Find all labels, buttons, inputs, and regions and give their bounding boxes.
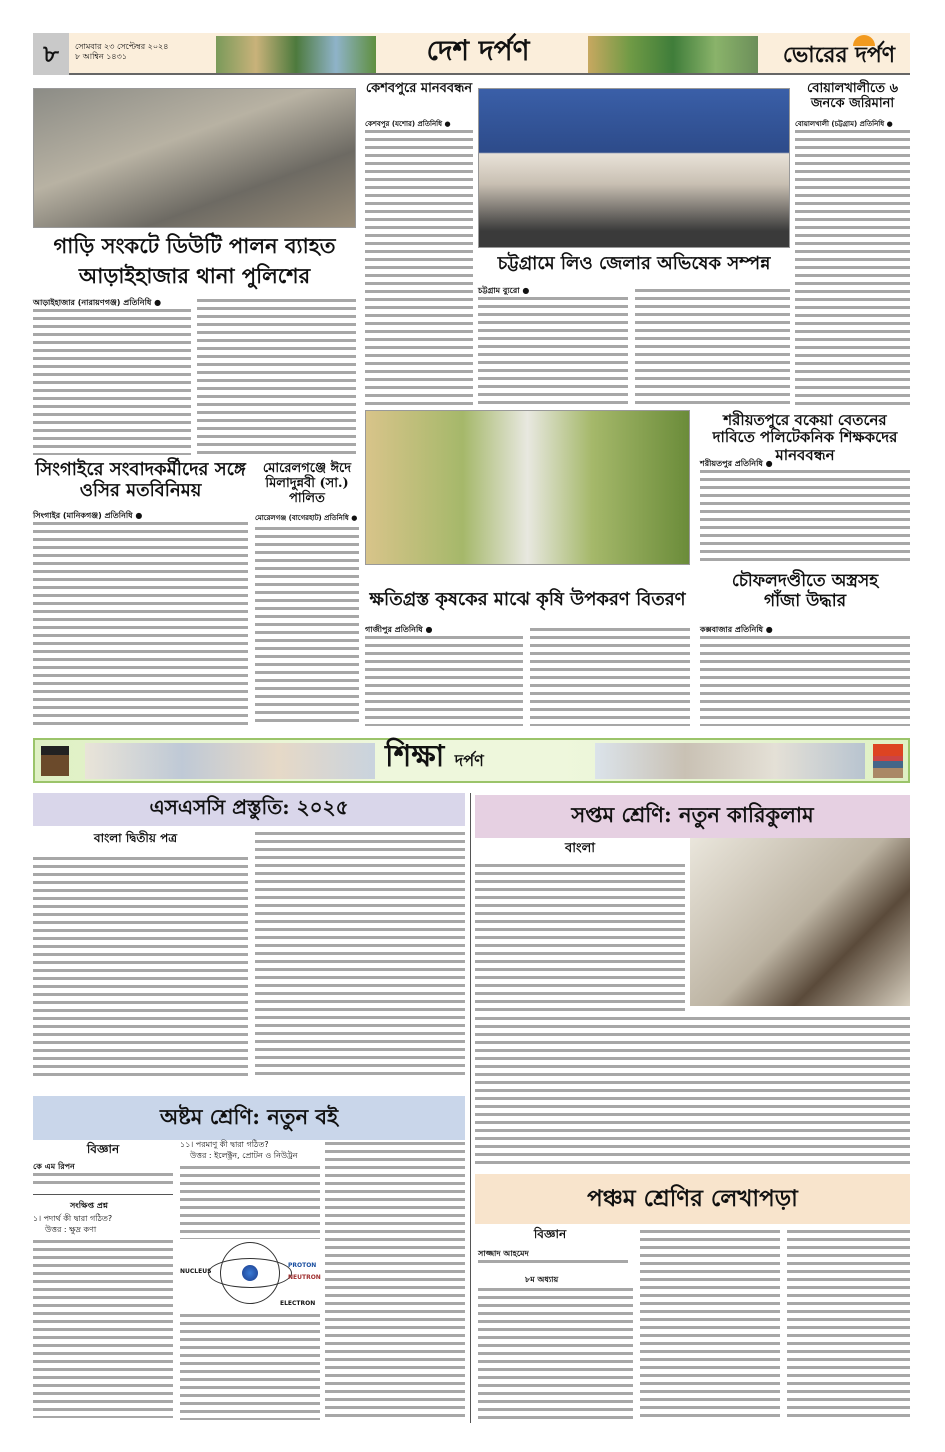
headline-araihazar: গাড়ি সংকটে ডিউটি পালন ব্যাহত: [53, 233, 336, 258]
article-body: [365, 128, 473, 406]
question: ১। পদার্থ কী দ্বারা গঠিত?: [33, 1214, 113, 1223]
article-body: [475, 1015, 910, 1165]
label-nucleus: NUCLEUS: [180, 1268, 212, 1275]
class7-subject: বাংলা: [564, 841, 596, 856]
date-gregorian: সোমবার ২৩ সেপ্টেম্বর ২০২৪: [75, 42, 169, 51]
byline-morrelganj: মোরেলগঞ্জ (বাগেরহাট) প্রতিনিধি ●: [255, 514, 358, 522]
question-heading: সংক্ষিপ্ত প্রশ্ন: [70, 1201, 108, 1210]
divider: [33, 1194, 173, 1195]
class5-title: পঞ্চম শ্রেণির লেখাপড়া: [475, 1174, 910, 1224]
article-body: [33, 307, 191, 455]
article-body: [365, 634, 523, 726]
students-photo: [595, 743, 865, 779]
byline-chattogram: চট্টগ্রাম ব্যুরো ●: [478, 286, 530, 295]
byline-shariatpur: শরীয়তপুর প্রতিনিধি ●: [700, 459, 773, 468]
headline-singair: সিংগাইরে সংবাদকর্মীদের সঙ্গে ওসির মতবিনিময়: [35, 459, 246, 501]
article-body: [33, 855, 248, 1080]
headline-morrelganj: মোরেলগঞ্জে ঈদে মিলাদুন্নবী (সা.) পালিত: [262, 461, 352, 506]
article-body: [197, 297, 356, 455]
banner-main: শিক্ষা: [385, 739, 445, 774]
headline-shariatpur: শরীয়তপুরে বকেয়া বেতনের দাবিতে পলিটেকনিক শিক্ষকদের মানববন্ধন: [712, 411, 898, 464]
article-body: [700, 634, 910, 726]
byline-chowfaldandi: কক্সবাজার প্রতিনিধি ●: [700, 625, 773, 634]
header-photo-strip-right: [588, 36, 758, 73]
headline-krishi: ক্ষতিগ্রস্ত কৃষকের মাঝে কৃষি উপকরণ বিতরণ: [369, 589, 686, 610]
article-body: [475, 862, 685, 1012]
header-photo-strip-left: [216, 36, 376, 73]
byline-keshabpur: কেশবপুর (যশোর) প্রতিনিধি ●: [365, 120, 451, 128]
article-body: [478, 295, 628, 405]
class5-chapter: ৮ম অধ্যায়: [525, 1275, 559, 1284]
ssc-title: এসএসসি প্রস্তুতি: ২০২৫: [33, 793, 465, 826]
headline-boalkhali: বোয়ালখালীতে ৬ জনকে জরিমানা: [806, 81, 899, 111]
article-body: [180, 1312, 320, 1420]
article-body: [255, 525, 359, 725]
illustration-photo: [690, 838, 910, 1006]
article-body: [33, 520, 248, 725]
article-body: [33, 1238, 173, 1418]
column-divider: [470, 793, 471, 1423]
apple-books-icon: [873, 744, 903, 778]
class8-subject: বিজ্ঞান: [86, 1142, 120, 1156]
article-body: [478, 1286, 633, 1420]
graduation-cap-icon: [41, 746, 69, 776]
article-body: [180, 1164, 320, 1239]
byline-araihazar: আড়াইহাজার (নারায়ণগঞ্জ) প্রতিনিধি ●: [33, 298, 162, 307]
question: ১১। পরমাণু কী দ্বারা গঠিত?: [180, 1140, 269, 1149]
article-body: [787, 1228, 910, 1420]
label-electron: ELECTRON: [280, 1300, 316, 1307]
logo: ভোরের দর্পণ: [782, 42, 896, 68]
author-details: [33, 1171, 173, 1189]
students-photo: [85, 743, 375, 779]
class5-subject: বিজ্ঞান: [533, 1227, 567, 1241]
byline-singair: সিংগাইর (মানিকগঞ্জ) প্রতিনিধি ●: [33, 511, 143, 520]
answer: উত্তর : ক্ষুদ্র কণা: [45, 1225, 97, 1234]
author-details: [478, 1258, 628, 1268]
article-body: [640, 1228, 780, 1420]
label-neutron: NEUTRON: [288, 1274, 321, 1281]
date-bengali: ৮ আশ্বিন ১৪৩১: [75, 52, 128, 62]
headline-chattogram: চট্টগ্রামে লিও জেলার অভিষেক সম্পন্ন: [497, 253, 771, 274]
masthead: [33, 33, 910, 75]
atom-diagram: [180, 1240, 320, 1310]
article-body: [255, 830, 465, 1080]
class7-title: সপ্তম শ্রেণি: নতুন কারিকুলাম: [475, 795, 910, 838]
ssc-subject: বাংলা দ্বিতীয় পত্র: [93, 831, 178, 845]
banner-sub: দর্পণ: [454, 751, 484, 770]
byline-boalkhali: বোয়ালখালী (চট্টগ্রাম) প্রতিনিধি ●: [795, 120, 893, 128]
education-banner-title: [385, 740, 585, 775]
farmers-distribution-photo: [365, 410, 690, 565]
byline-krishi: গাজীপুর প্রতিনিধি ●: [365, 625, 433, 634]
police-station-photo: [33, 88, 356, 228]
label-proton: PROTON: [288, 1262, 317, 1269]
article-body: [700, 468, 910, 566]
class8-author: কে এম রিপন: [33, 1162, 75, 1171]
article-body: [635, 287, 790, 405]
headline-keshabpur: কেশবপুরে মানববন্ধন: [365, 81, 473, 96]
class8-title: অষ্টম শ্রেণি: নতুন বই: [33, 1096, 465, 1140]
nucleus-icon: [242, 1265, 258, 1281]
headline-chowfaldandi: চৌফলদণ্ডীতে অস্ত্রসহ গাঁজা উদ্ধার: [731, 571, 879, 611]
answer: উত্তর : ইলেক্ট্রন, প্রোটন ও নিউট্রন: [190, 1151, 298, 1160]
leo-district-photo: [478, 88, 790, 248]
article-body: [325, 1140, 465, 1420]
article-body: [530, 626, 690, 726]
page-number: ৮: [33, 33, 69, 75]
section-title: দেশ দর্পণ: [426, 34, 530, 67]
class5-author: সাজ্জাদ আহমেদ: [478, 1249, 529, 1258]
education-banner: [33, 738, 910, 783]
headline-araihazar-line2: আড়াইহাজার থানা পুলিশের: [78, 263, 311, 288]
article-body: [795, 128, 910, 406]
